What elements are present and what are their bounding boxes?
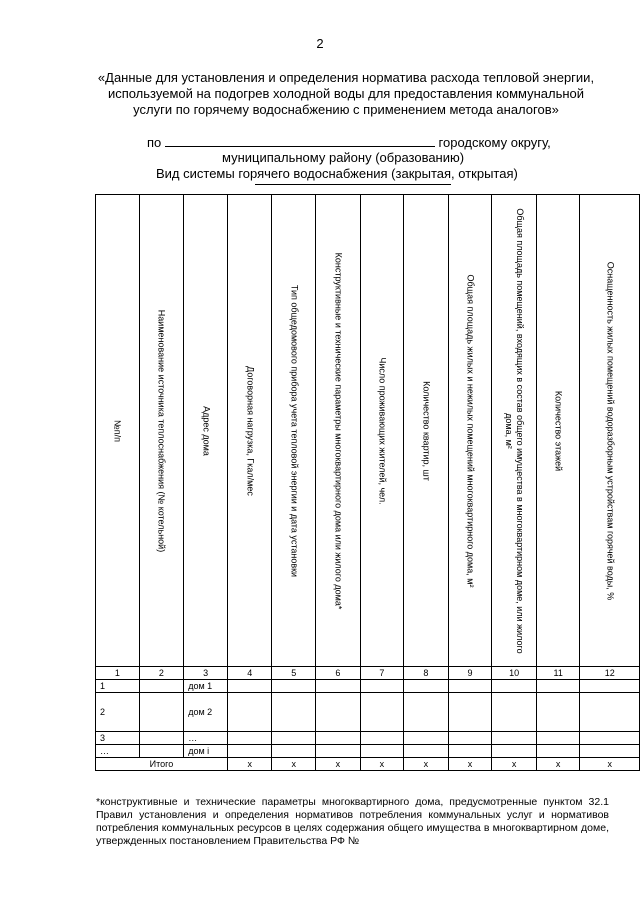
- total-label: Итого: [96, 758, 228, 771]
- district-blank-field: [165, 134, 435, 147]
- table-row: [96, 693, 640, 732]
- row-number: 1: [96, 680, 140, 693]
- table-row: [96, 732, 640, 745]
- header-cell: Договорная нагрузка, Гкал/мес: [227, 195, 272, 667]
- page-number: 2: [316, 36, 324, 51]
- row-number: 3: [96, 732, 140, 745]
- total-mark: x: [227, 758, 272, 771]
- header-cell: Общая площадь жилых и нежилых помещений многоквартирного дома, м²: [448, 195, 492, 667]
- row-address: дом 2: [184, 693, 228, 732]
- line-po-prefix: по: [147, 135, 162, 150]
- row-address: дом i: [184, 745, 228, 758]
- column-number: 9: [448, 667, 492, 680]
- row-address: дом 1: [184, 680, 228, 693]
- header-cell: Оснащенность жилых помещений водоразборным устройствам горячей воды, %: [580, 195, 640, 667]
- data-table: [95, 194, 640, 771]
- line-municipal: муниципальному району (образованию): [222, 150, 465, 165]
- header-cell: Общая площадь помещений, входящих в состав общего имущества в многоквартирном доме, или жилого дома, м²: [492, 195, 537, 667]
- column-number: 5: [272, 667, 316, 680]
- column-number: 7: [360, 667, 404, 680]
- header-cell: Конструктивные и технические параметры многоквартирного дома или жилого дома*: [316, 195, 361, 667]
- column-number: 10: [492, 667, 537, 680]
- column-number: 3: [184, 667, 228, 680]
- table-header-row: [96, 195, 640, 667]
- table-row: [96, 745, 640, 758]
- header-cell: Количество этажей: [536, 195, 580, 667]
- line-system-type: Вид системы горячего водоснабжения (закрытая, открытая): [156, 166, 518, 181]
- column-number: 12: [580, 667, 640, 680]
- total-mark: x: [316, 758, 361, 771]
- system-type-underline: [255, 184, 451, 185]
- total-mark: x: [404, 758, 449, 771]
- footnote: *конструктивные и технические параметры многоквартирного дома, предусмотренные пунктом 32.1 Правил установления и определения нормативов потребления коммунальных услуг и нормативов потребления коммунальных ресурсов в целях содержания общего имущества в многоквартирном доме, утвержденных постановлением Правительства РФ №: [96, 796, 609, 847]
- header-cell: Адрес дома: [184, 195, 228, 667]
- total-mark: x: [272, 758, 316, 771]
- column-number: 11: [536, 667, 580, 680]
- column-number: 2: [139, 667, 184, 680]
- total-mark: x: [448, 758, 492, 771]
- header-cell: Наименование источника теплоснабжения (№ котельной): [139, 195, 184, 667]
- row-number: 2: [96, 693, 140, 732]
- table-row: [96, 680, 640, 693]
- column-number-row: [96, 667, 640, 680]
- total-mark: x: [492, 758, 537, 771]
- total-row: [96, 758, 640, 771]
- line-po-suffix: городскому округу,: [438, 135, 551, 150]
- row-address: …: [184, 732, 228, 745]
- row-number: …: [96, 745, 140, 758]
- column-number: 6: [316, 667, 361, 680]
- total-mark: x: [580, 758, 640, 771]
- header-cell: Количество квартир, шт: [404, 195, 449, 667]
- column-number: 8: [404, 667, 449, 680]
- header-cell: Тип общедомового прибора учета тепловой энергии и дата установки: [272, 195, 316, 667]
- document-heading: «Данные для установления и определения норматива расхода тепловой энергии, используемой на подогрев холодной воды для предоставления коммунальной услуги по горячему водоснабжению с применением метода аналогов»: [97, 70, 595, 117]
- total-mark: x: [360, 758, 404, 771]
- column-number: 1: [96, 667, 140, 680]
- header-cell: Число проживающих жителей, чел.: [360, 195, 404, 667]
- line-po: [147, 134, 551, 151]
- header-cell: №п/п: [96, 195, 140, 667]
- column-number: 4: [227, 667, 272, 680]
- total-mark: x: [536, 758, 580, 771]
